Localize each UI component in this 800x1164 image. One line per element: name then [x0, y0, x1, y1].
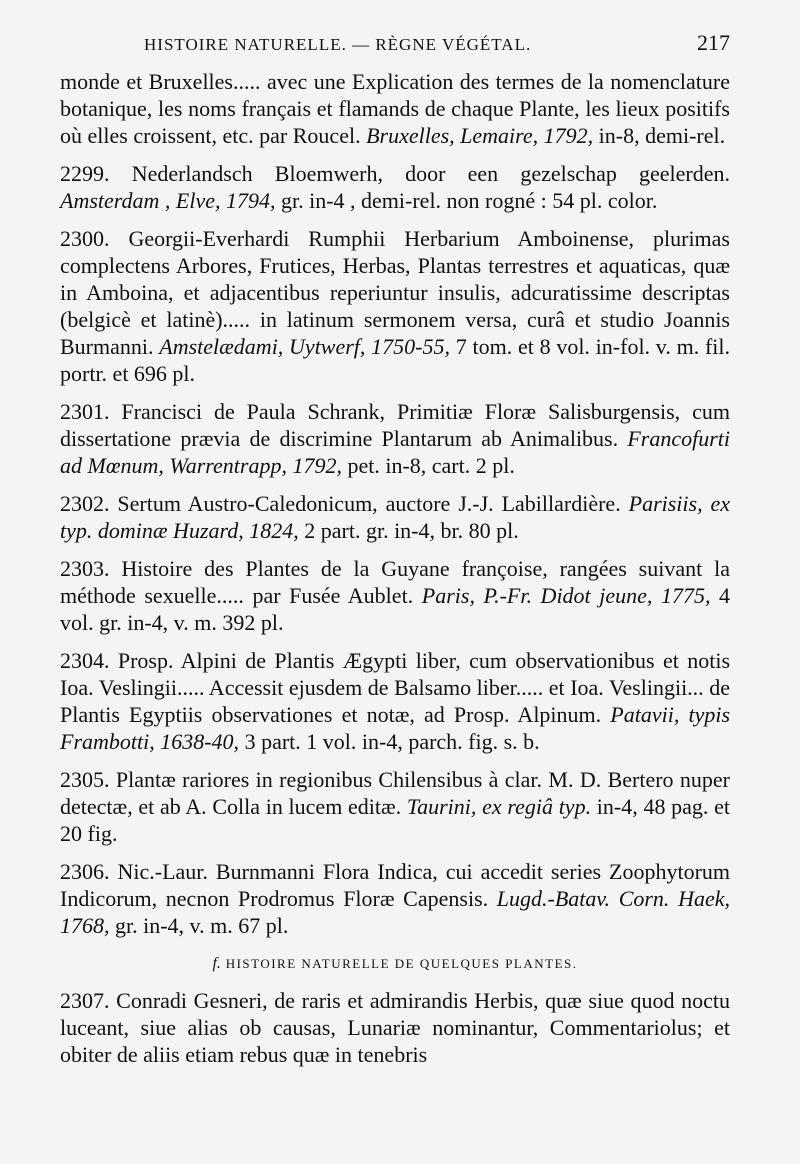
entry-number: 2303. [60, 556, 110, 581]
entry-number: 2305. [60, 767, 110, 792]
catalogue-entry [60, 490, 730, 544]
entry-text: Nederlandsch Bloemwerh, door een gezelschap geelerden. [131, 161, 731, 186]
entry-imprint: Amstelædami, Uytwerf, 1750-55, [159, 334, 450, 359]
entry-number: 2306. [60, 859, 110, 884]
entry-number: 2304. [60, 648, 110, 673]
entry-number: 2307. [60, 988, 110, 1013]
catalogue-entry [60, 987, 730, 1068]
page-number: 217 [697, 30, 730, 55]
entry-imprint: Bruxelles, Lemaire, 1792, [366, 123, 594, 148]
entry-imprint: Parisiis, ex typ. dominæ Huzard, 1824, [60, 491, 731, 543]
entry-text: Sertum Austro-Caledonicum, auctore J.-J. Labillardière. [117, 491, 621, 516]
entry-tail: in-8, demi-rel. [598, 123, 726, 148]
entry-tail: in-4, 48 pag. et 20 fig. [60, 794, 731, 846]
entry-tail: 3 part. 1 vol. in-4, parch. fig. s. b. [244, 729, 540, 754]
entry-text: Nic.-Laur. Burnmanni Flora Indica, cui accedit series Zoophytorum Indicorum, necnon Prodromus Floræ Capensis. [60, 859, 731, 911]
section-heading [60, 950, 730, 977]
entry-tail: gr. in-4 , demi-rel. non rogné : 54 pl. color. [280, 188, 658, 213]
entry-text: monde et Bruxelles..... avec une Explication des termes de la nomenclature botanique, les noms français et flamands de chaque Plante, les lieux positifs où elles croissent, etc. par Roucel. [60, 69, 730, 148]
catalogue-entry [60, 68, 730, 149]
catalogue-entries [60, 68, 730, 1068]
entry-tail: 2 part. gr. in-4, br. 80 pl. [304, 518, 519, 543]
entry-number: 2299. [60, 161, 110, 186]
entry-imprint: Taurini, ex regiâ typ. [406, 794, 592, 819]
entry-imprint: Patavii, typis Frambotti, 1638-40, [60, 702, 731, 754]
entry-text: Conradi Gesneri, de raris et admirandis Herbis, quæ siue quod noctu luceant, siue alias ob causas, Lunariæ nominantur, Commentariolus; et obiter de aliis etiam rebus quæ in tenebris [60, 988, 731, 1067]
entry-imprint: Amsterdam , Elve, 1794, [60, 188, 276, 213]
catalogue-entry [60, 766, 730, 847]
catalogue-entry [60, 225, 730, 387]
catalogue-entry [60, 398, 730, 479]
entry-number: 2301. [60, 399, 110, 424]
catalogue-entry [60, 858, 730, 939]
entry-text: Francisci de Paula Schrank, Primitiæ Floræ Salisburgensis, cum dissertatione prævia de discrimine Plantarum ab Animalibus. [60, 399, 730, 451]
entry-tail: gr. in-4, v. m. 67 pl. [115, 913, 289, 938]
entry-tail: pet. in-8, cart. 2 pl. [347, 453, 515, 478]
running-title: HISTOIRE NATURELLE. — RÈGNE VÉGÉTAL. [144, 35, 532, 54]
section-mark: f. [212, 955, 221, 972]
catalogue-entry [60, 555, 730, 636]
entry-imprint: Francofurti ad Mœnum, Warrentrapp, 1792, [60, 426, 731, 478]
entry-number: 2300. [60, 226, 110, 251]
entry-text: Histoire des Plantes de la Guyane françoise, rangées suivant la méthode sexuelle..... par Fusée Aublet. [60, 556, 731, 608]
entry-number: 2302. [60, 491, 110, 516]
entry-tail: 7 tom. et 8 vol. in-fol. v. m. fil. portr. et 696 pl. [60, 334, 731, 386]
catalogue-entry [60, 160, 730, 214]
running-header [144, 30, 730, 56]
entry-text: Prosp. Alpini de Plantis Ægypti liber, cum observationibus et notis Ioa. Veslingii..... Accessit ejusdem de Balsamo liber..... et Ioa. Veslingii... de Plantis Egyptiis observationes et notæ, ad Prosp. Alpinum. [60, 648, 731, 727]
catalogue-entry [60, 647, 730, 755]
entry-imprint: Paris, P.-Fr. Didot jeune, 1775, [421, 583, 711, 608]
entry-text: Georgii-Everhardi Rumphii Herbarium Amboinense, plurimas complectens Arbores, Frutices, Herbas, Plantas terrestres et aquaticas, quæ in Amboina, et adjacentibus reperiuntur insulis, adcuratissime descriptas (belgicè et latinè)..... in latinum sermonem versa, curâ et studio Joannis Burmanni. [60, 226, 730, 359]
entry-text: Plantæ rariores in regionibus Chilensibus à clar. M. D. Bertero nuper detectæ, et ab A. Colla in lucem editæ. [60, 767, 731, 819]
entry-tail: 4 vol. gr. in-4, v. m. 392 pl. [60, 583, 731, 635]
entry-imprint: Lugd.-Batav. Corn. Haek, 1768, [60, 886, 730, 938]
section-title: HISTOIRE NATURELLE DE QUELQUES PLANTES. [225, 956, 578, 971]
